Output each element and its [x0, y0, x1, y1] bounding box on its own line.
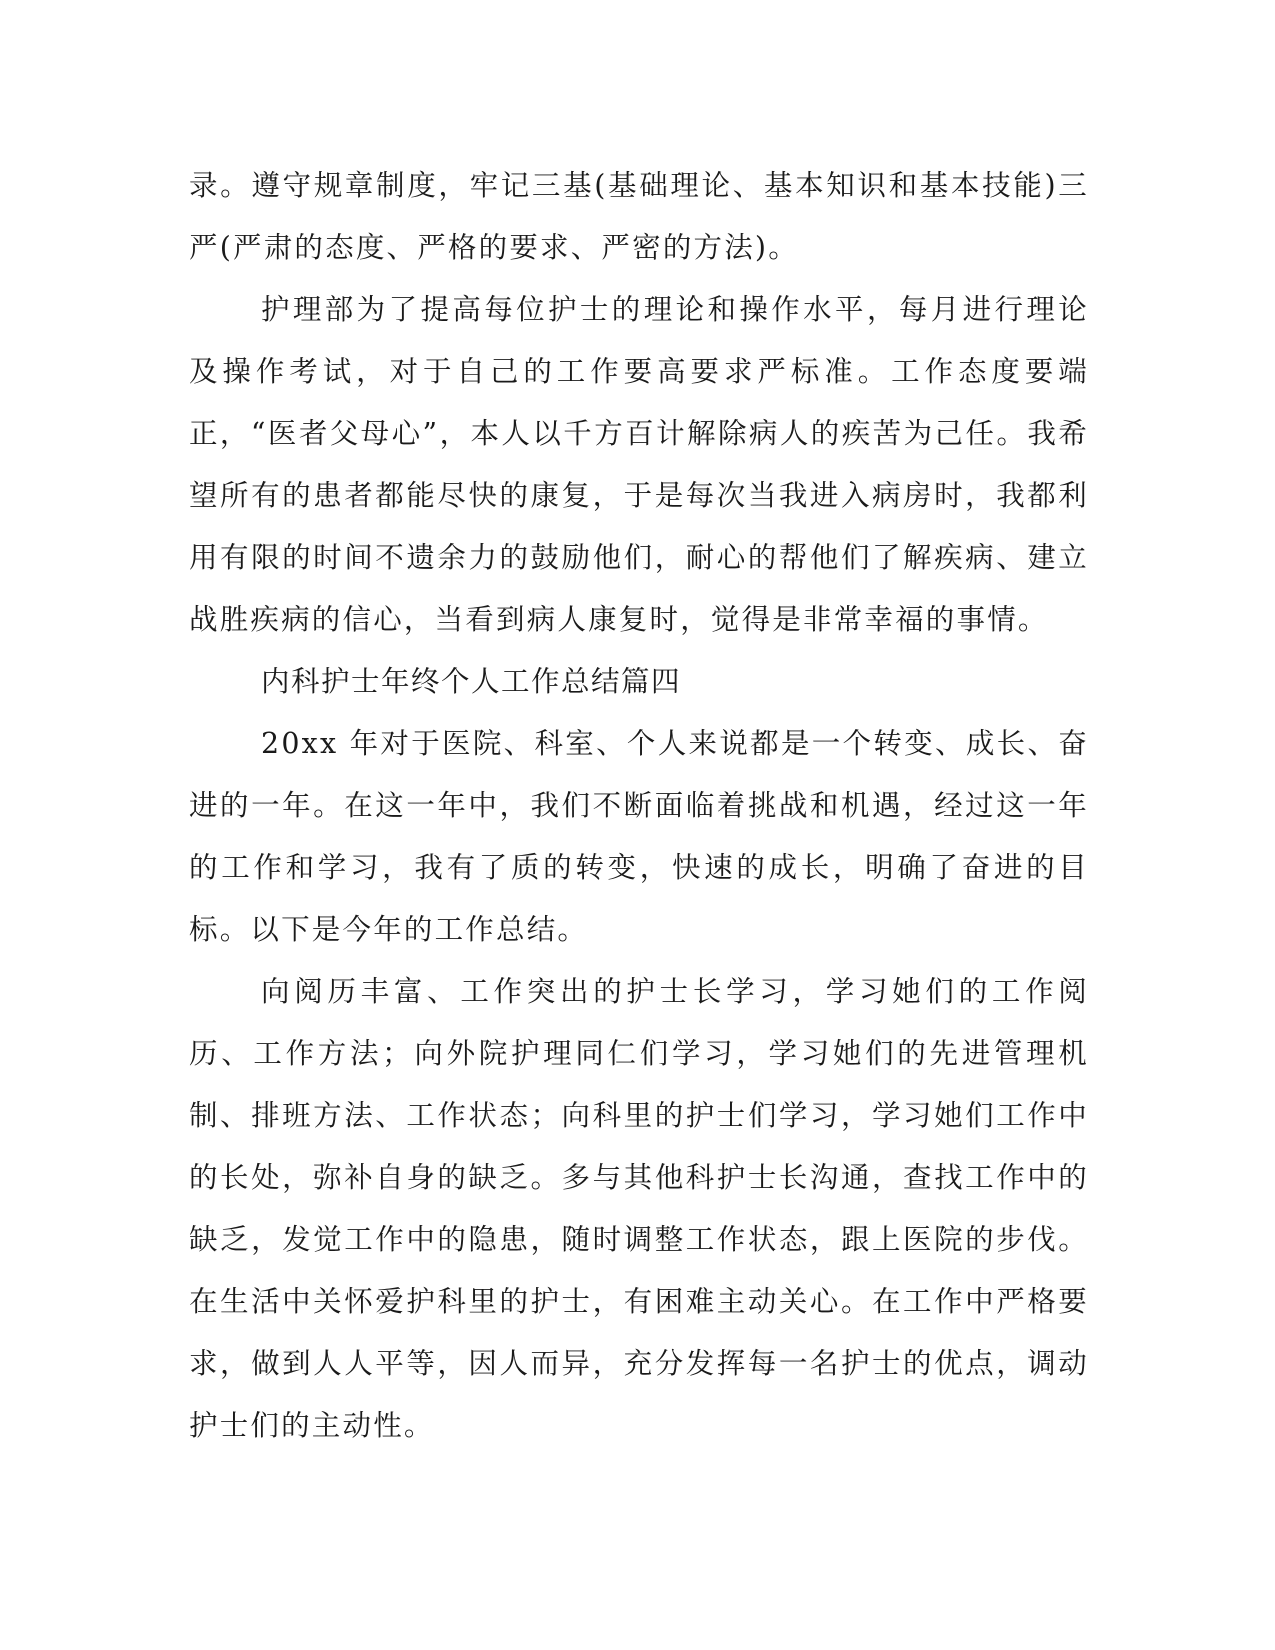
section-heading: 内科护士年终个人工作总结篇四: [261, 665, 682, 698]
document-body: [189, 155, 1089, 1457]
paragraph-year-summary: 20xx 年对于医院、科室、个人来说都是一个转变、成长、奋进的一年。在这一年中，我们不断面临着挑战和机遇，经过这一年的工作和学习，我有了质的转变，快速的成长，明确了奋进的目标。以下是今年的工作总结。: [189, 727, 1089, 946]
paragraph-continuation: 录。遵守规章制度，牢记三基(基础理论、基本知识和基本技能)三严(严肃的态度、严格的要求、严密的方法)。: [189, 169, 1089, 264]
paragraph-nursing-department: 护理部为了提高每位护士的理论和操作水平，每月进行理论及操作考试，对于自己的工作要高要求严标准。工作态度要端正，“医者父母心”，本人以千方百计解除病人的疾苦为己任。我希望所有的患者都能尽快的康复，于是每次当我进入病房时，我都利用有限的时间不遗余力的鼓励他们，耐心的帮他们了解疾病、建立战胜疾病的信心，当看到病人康复时，觉得是非常幸福的事情。: [189, 293, 1089, 636]
paragraph-learning: 向阅历丰富、工作突出的护士长学习，学习她们的工作阅历、工作方法；向外院护理同仁们学习，学习她们的先进管理机制、排班方法、工作状态；向科里的护士们学习，学习她们工作中的长处，弥补自身的缺乏。多与其他科护士长沟通，查找工作中的缺乏，发觉工作中的隐患，随时调整工作状态，跟上医院的步伐。在生活中关怀爱护科里的护士，有困难主动关心。在工作中严格要求，做到人人平等，因人而异，充分发挥每一名护士的优点，调动护士们的主动性。: [189, 975, 1089, 1442]
